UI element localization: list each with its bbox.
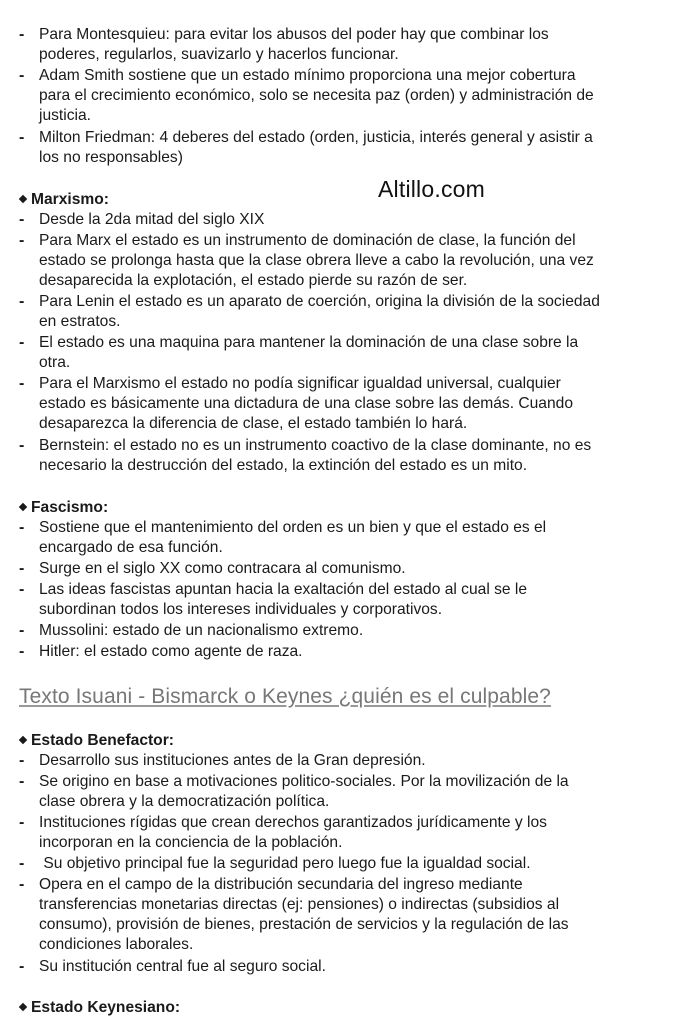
benefactor-item-5-line-4: condiciones laborales. xyxy=(39,936,194,953)
dash-bullet: - xyxy=(19,232,25,249)
intro-item-2-line-2: para el crecimiento económico, solo se necesita paz (orden) y administración de xyxy=(39,87,594,104)
benefactor-item-3-line-2: incorporan en la conciencia de la población. xyxy=(39,834,343,851)
marxismo-item-4-line-1: El estado es una maquina para mantener la dominación de una clase sobre la xyxy=(39,334,579,351)
benefactor-item-4-line-1: Su objetivo principal fue la seguridad pero luego fue la igualdad social. xyxy=(39,855,531,872)
benefactor-item-3-line-1: Instituciones rígidas que crean derechos garantizados jurídicamente y los xyxy=(39,814,547,831)
marxismo-item-5-line-1: Para el Marxismo el estado no podía significar igualdad universal, cualquier xyxy=(39,375,561,392)
dash-bullet: - xyxy=(19,814,25,831)
benefactor-item-6-line-1: Su institución central fue al seguro social. xyxy=(39,958,326,975)
marxismo-item-5-line-3: desaparezca la diferencia de clase, el estado también lo hará. xyxy=(39,415,468,432)
section-title-link[interactable]: Texto Isuani - Bismarck o Keynes ¿quién es el culpable? xyxy=(19,685,551,708)
dash-bullet: - xyxy=(19,560,25,577)
fascismo-item-4-line-1: Mussolini: estado de un nacionalismo extremo. xyxy=(39,622,364,639)
benefactor-item-5-line-2: transferencias monetarias directas (ej: pensiones) o indirectas (subsidios al xyxy=(39,896,560,913)
benefactor-item-5-line-1: Opera en el campo de la distribución secundaria del ingreso mediante xyxy=(39,876,523,893)
marxismo-item-4-line-2: otra. xyxy=(39,354,71,371)
dash-bullet: - xyxy=(19,581,25,598)
fascismo-item-5-line-1: Hitler: el estado como agente de raza. xyxy=(39,643,303,660)
benefactor-item-1-line-1: Desarrollo sus instituciones antes de la Gran depresión. xyxy=(39,752,426,769)
dash-bullet: - xyxy=(19,752,25,769)
intro-item-3-line-1: Milton Friedman: 4 deberes del estado (orden, justicia, interés general y asistir a xyxy=(39,129,593,146)
dash-bullet: - xyxy=(19,958,25,975)
dash-bullet: - xyxy=(19,519,25,536)
intro-item-2-line-1: Adam Smith sostiene que un estado mínimo proporciona una mejor cobertura xyxy=(39,67,576,84)
benefactor-item-2-line-1: Se origino en base a motivaciones politico-sociales. Por la movilización de la xyxy=(39,773,569,790)
marxismo-item-6-line-1: Bernstein: el estado no es un instrumento coactivo de la clase dominante, no es xyxy=(39,437,592,454)
marxismo-item-5-line-2: estado es básicamente una dictadura de una clase sobre las demás. Cuando xyxy=(39,395,573,412)
dash-bullet: - xyxy=(19,26,25,43)
dash-bullet: - xyxy=(19,293,25,310)
section-heading-keynesiano: Estado Keynesiano: xyxy=(18,998,180,1018)
fascismo-item-1-line-2: encargado de esa función. xyxy=(39,539,223,556)
marxismo-item-3-line-1: Para Lenin el estado es un aparato de coerción, origina la división de la sociedad xyxy=(39,293,600,310)
section-heading-marxismo: Marxismo: xyxy=(18,190,109,210)
fascismo-item-3-line-1: Las ideas fascistas apuntan hacia la exaltación del estado al cual se le xyxy=(39,581,528,598)
diamond-bullet-icon xyxy=(19,1003,27,1011)
dash-bullet: - xyxy=(19,437,25,454)
intro-item-3-line-2: los no responsables) xyxy=(39,149,183,166)
marxismo-item-3-line-2: en estratos. xyxy=(39,313,121,330)
dash-bullet: - xyxy=(19,643,25,660)
diamond-bullet-icon xyxy=(19,736,27,744)
dash-bullet: - xyxy=(19,622,25,639)
benefactor-item-2-line-2: clase obrera y la democratización política. xyxy=(39,793,330,810)
section-heading-benefactor: Estado Benefactor: xyxy=(18,731,174,751)
marxismo-item-2-line-2: estado se prolonga hasta que la clase obrera lleve a cabo la revolución, una vez xyxy=(39,252,594,269)
intro-item-2-line-3: justicia. xyxy=(39,107,91,124)
marxismo-item-1-line-1: Desde la 2da mitad del siglo XIX xyxy=(39,211,265,228)
fascismo-item-3-line-2: subordinan todos los intereses individuales y corporativos. xyxy=(39,601,443,618)
fascismo-item-2-line-1: Surge en el siglo XX como contracara al comunismo. xyxy=(39,560,406,577)
dash-bullet: - xyxy=(19,375,25,392)
intro-item-1-line-1: Para Montesquieu: para evitar los abusos del poder hay que combinar los xyxy=(39,26,549,43)
marxismo-item-2-line-1: Para Marx el estado es un instrumento de dominación de clase, la función del xyxy=(39,232,576,249)
fascismo-item-1-line-1: Sostiene que el mantenimiento del orden es un bien y que el estado es el xyxy=(39,519,547,536)
diamond-bullet-icon xyxy=(19,503,27,511)
dash-bullet: - xyxy=(19,129,25,146)
section-heading-fascismo: Fascismo: xyxy=(18,498,108,518)
dash-bullet: - xyxy=(19,211,25,228)
benefactor-item-5-line-3: consumo), provisión de bienes, prestación de servicios y la regulación de las xyxy=(39,916,569,933)
marxismo-item-2-line-3: desaparecida la explotación, el estado pierde su razón de ser. xyxy=(39,272,468,289)
intro-item-1-line-2: poderes, regularlos, suavizarlo y hacerlos funcionar. xyxy=(39,46,399,63)
dash-bullet: - xyxy=(19,334,25,351)
dash-bullet: - xyxy=(19,67,25,84)
dash-bullet: - xyxy=(19,876,25,893)
diamond-bullet-icon xyxy=(19,195,27,203)
dash-bullet: - xyxy=(19,773,25,790)
watermark-text: Altillo.com xyxy=(378,176,486,202)
dash-bullet: - xyxy=(19,855,25,872)
marxismo-item-6-line-2: necesario la destrucción del estado, la extinción del estado es un mito. xyxy=(39,457,528,474)
